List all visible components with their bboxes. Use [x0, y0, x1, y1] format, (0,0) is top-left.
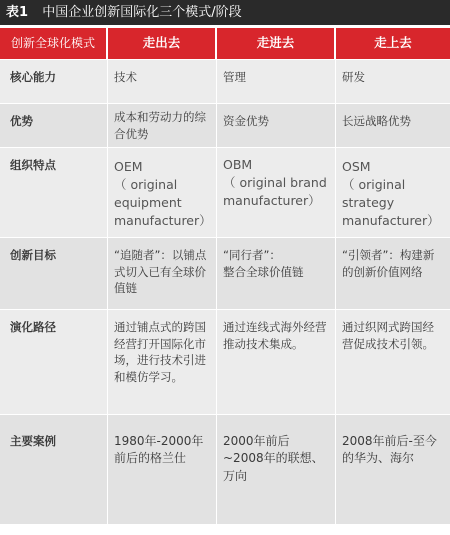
row-label-advantage: 优势 — [0, 104, 108, 148]
row-label-organization: 组织特点 — [0, 148, 108, 238]
table-cell: 2008年前后-至今的华为、海尔 — [336, 415, 450, 525]
row-label-main-cases: 主要案例 — [0, 415, 108, 525]
table-cell: 通过织网式跨国经营促成技术引领。 — [336, 310, 450, 415]
table-caption: 中国企业创新国际化三个模式/阶段 — [42, 5, 242, 20]
table-cell: 长远战略优势 — [336, 104, 450, 148]
table-cell: 通过铺点式的跨国经营打开国际化市场，进行技术引进和模仿学习。 — [108, 310, 217, 415]
table-cell: 研发 — [336, 60, 450, 104]
table-cell: OBM （ original brand manufacturer） — [217, 148, 336, 238]
table-cell: OSM （ original strategy manufacturer） — [336, 148, 450, 238]
table-number: 表1 — [6, 5, 29, 20]
table-cell: 成本和劳动力的综合优势 — [108, 104, 217, 148]
table-cell: “引领者”：构建新的创新价值网络 — [336, 238, 450, 310]
comparison-table — [0, 28, 450, 535]
table-title — [0, 0, 450, 25]
table-cell: 技术 — [108, 60, 217, 104]
header-cell-mode: 创新全球化模式 — [0, 28, 108, 60]
table-cell: OEM （ original equipment manufacturer） — [108, 148, 217, 238]
table-cell: 1980年-2000年前后的格兰仕 — [108, 415, 217, 525]
header-cell-go-in: 走进去 — [217, 28, 336, 60]
table-cell: “同行者”： 整合全球价值链 — [217, 238, 336, 310]
table-cell: 资金优势 — [217, 104, 336, 148]
row-label-evolution-path: 演化路径 — [0, 310, 108, 415]
header-cell-go-out: 走出去 — [108, 28, 217, 60]
header-cell-go-up: 走上去 — [336, 28, 450, 60]
row-label-innovation-goal: 创新目标 — [0, 238, 108, 310]
row-label-core-ability: 核心能力 — [0, 60, 108, 104]
table-cell: 管理 — [217, 60, 336, 104]
table-cell: 通过连线式海外经营推动技术集成。 — [217, 310, 336, 415]
table-cell: 2000年前后~2008年的联想、万向 — [217, 415, 336, 525]
table-cell: “追随者”：以铺点式切入已有全球价值链 — [108, 238, 217, 310]
